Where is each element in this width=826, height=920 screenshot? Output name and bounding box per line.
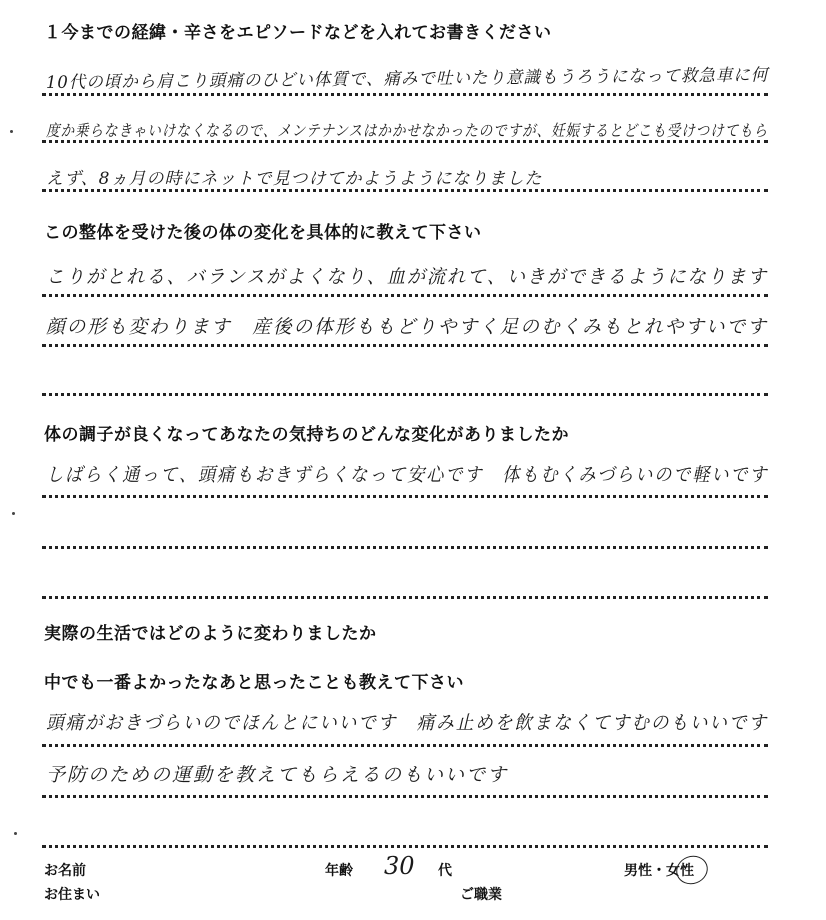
answer-line bbox=[42, 140, 768, 143]
question-4b: 中でも一番よかったなあと思ったことも教えて下さい bbox=[44, 673, 464, 693]
answer-line bbox=[42, 744, 768, 747]
answer-4-line-2: 予防のための運動を教えてもらえるのもいいです bbox=[46, 764, 509, 786]
answer-line bbox=[42, 294, 768, 297]
answer-3-line-1: しばらく通って、頭痛もおきずらくなって安心です 体もむくみづらいので軽いです bbox=[46, 464, 769, 486]
answer-line bbox=[42, 845, 768, 848]
scan-speck bbox=[12, 512, 15, 515]
address-label: お住まい bbox=[44, 887, 100, 903]
answer-line bbox=[42, 546, 768, 549]
question-4a: 実際の生活ではどのように変わりましたか bbox=[44, 624, 377, 644]
answer-1-line-1: 10代の頃から肩こり頭痛のひどい体質で、痛みで吐いたり意識もうろうになって救急車に何 bbox=[45, 65, 769, 93]
answer-line bbox=[42, 189, 768, 192]
answer-line bbox=[42, 795, 768, 798]
age-value: 30 bbox=[384, 852, 415, 880]
age-label: 年齢 bbox=[325, 863, 353, 879]
scan-speck bbox=[14, 832, 17, 835]
answer-line bbox=[42, 596, 768, 599]
answer-4-line-1: 頭痛がおきづらいのでほんとにいいです 痛み止めを飲まなくてすむのもいいです bbox=[46, 712, 768, 734]
scan-speck bbox=[10, 130, 13, 133]
answer-1-line-2: 度か乗らなきゃいけなくなるので、メンテナンスはかかせなかったのですが、妊娠するとどこも受けつけてもら bbox=[46, 121, 768, 140]
occupation-label: ご職業 bbox=[460, 887, 502, 903]
answer-line bbox=[42, 93, 768, 96]
age-suffix: 代 bbox=[438, 863, 452, 879]
answer-line bbox=[42, 393, 768, 396]
gender-label: 男性・女性 bbox=[624, 863, 694, 879]
gender-circle-mark bbox=[672, 851, 712, 888]
answer-1-line-3: えず、8ヵ月の時にネットで見つけてかようようになりました bbox=[46, 169, 543, 189]
question-2: この整体を受けた後の体の変化を具体的に教えて下さい bbox=[44, 223, 482, 243]
answer-2-line-2: 顔の形も変わります 産後の体形ももどりやすく足のむくみもとれやすいです bbox=[46, 316, 768, 338]
question-1: １今までの経緯・辛さをエピソードなどを入れてお書きください bbox=[44, 23, 552, 43]
name-label: お名前 bbox=[44, 863, 86, 879]
answer-line bbox=[42, 495, 768, 498]
answer-line bbox=[42, 344, 768, 347]
question-3: 体の調子が良くなってあなたの気持ちのどんな変化がありましたか bbox=[44, 425, 569, 445]
answer-2-line-1: こりがとれる、バランスがよくなり、血が流れて、いきができるようになります bbox=[46, 266, 768, 288]
